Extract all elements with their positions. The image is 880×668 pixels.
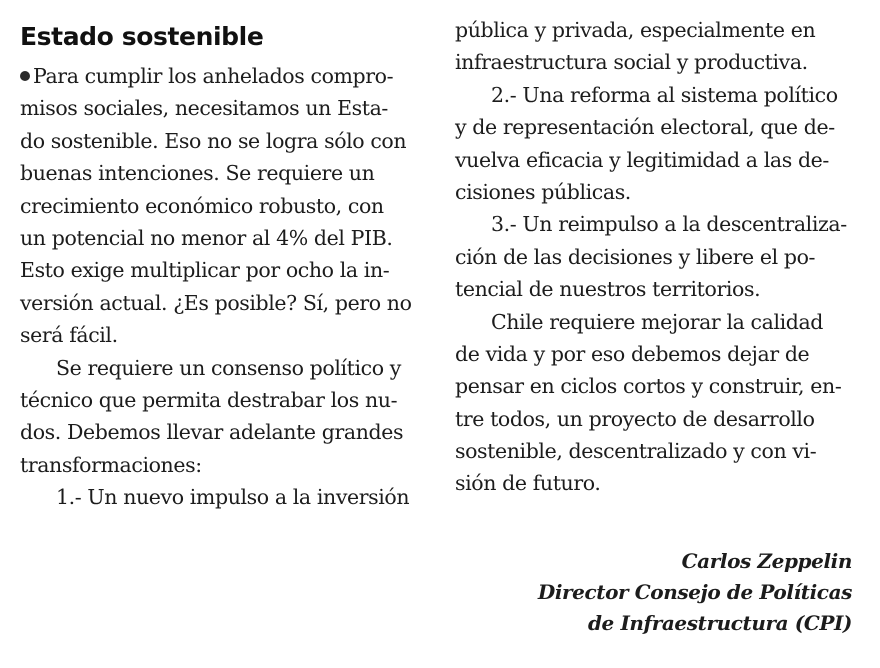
headline: Estado sostenible	[20, 22, 264, 51]
right-column-line-text: 3.- Un reimpulso a la descentraliza-	[491, 212, 847, 237]
left-column-line	[20, 222, 420, 254]
left-column-line-text: dos. Debemos llevar adelante grandes	[20, 420, 404, 445]
left-column-line	[20, 416, 420, 448]
right-column-line-text: pública y privada, especialmente en	[455, 18, 816, 42]
left-column-line	[20, 157, 420, 189]
left-column-text	[20, 60, 420, 513]
left-column-line	[20, 449, 420, 481]
left-column-line-text: buenas intenciones. Se requiere un	[20, 161, 375, 186]
right-column-line-text: de vida y por eso debemos dejar de	[455, 341, 810, 366]
left-column-line-text: Esto exige multiplicar por ocho la in-	[20, 258, 390, 283]
right-column-line-text: vuelva eficacia y legitimidad a las de-	[455, 147, 829, 172]
right-column-text	[455, 14, 857, 500]
right-column-line-text: tencial de nuestros territorios.	[455, 277, 761, 302]
right-column-line-text: tre todos, un proyecto de desarrollo	[455, 406, 815, 431]
left-column-line-text: Para cumplir los anhelados compro-	[33, 64, 394, 88]
left-column-line	[20, 319, 420, 351]
left-column-line-text: transformaciones:	[20, 452, 202, 477]
right-column-line-text: sostenible, descentralizado y con vi-	[455, 439, 817, 464]
right-column-line	[455, 144, 857, 176]
left-column-line	[20, 125, 420, 157]
left-column-line-text: será fácil.	[20, 323, 118, 348]
left-column-line	[20, 190, 420, 222]
left-column-line	[20, 254, 420, 286]
left-column-line-text: misos sociales, necesitamos un Esta-	[20, 96, 388, 121]
right-column	[455, 14, 857, 500]
author-title-line-1: Director Consejo de Políticas	[537, 580, 852, 604]
left-column-line-text: do sostenible. Eso no se logra sólo con	[20, 128, 407, 153]
left-column-line	[20, 92, 420, 124]
left-column-line-text: crecimiento económico robusto, con	[20, 193, 384, 218]
author-title-line-2: de Infraestructura (CPI)	[587, 611, 852, 635]
bullet-icon	[20, 71, 30, 81]
right-column-line-text: sión de futuro.	[455, 471, 601, 496]
right-column-line	[455, 208, 857, 240]
right-column-line-text: y de representación electoral, que de-	[455, 115, 835, 140]
right-column-line	[455, 14, 857, 46]
right-column-line	[455, 338, 857, 370]
right-column-line-text: infraestructura social y productiva.	[455, 50, 808, 75]
right-column-line-text: cisiones públicas.	[455, 179, 631, 204]
right-column-line-text: ción de las decisiones y libere el po-	[455, 244, 816, 269]
left-column-line	[20, 352, 420, 384]
signature	[538, 546, 852, 639]
left-column-line	[20, 384, 420, 416]
left-column-line	[20, 287, 420, 319]
left-column-line-text: 1.- Un nuevo impulso a la inversión	[56, 485, 410, 510]
left-column-line-text: Se requiere un consenso político y	[56, 355, 401, 380]
right-column-line	[455, 403, 857, 435]
author-name: Carlos Zeppelin	[681, 549, 852, 573]
left-column-line-text: versión actual. ¿Es posible? Sí, pero no	[20, 290, 412, 315]
right-column-line	[455, 370, 857, 402]
right-column-line	[455, 435, 857, 467]
right-column-line	[455, 241, 857, 273]
right-column-line-text: pensar en ciclos cortos y construir, en-	[455, 374, 842, 399]
right-column-line	[455, 273, 857, 305]
left-column-line-text: un potencial no menor al 4% del PIB.	[20, 225, 393, 250]
left-column-line	[20, 60, 420, 92]
right-column-line	[455, 111, 857, 143]
right-column-line	[455, 79, 857, 111]
right-column-line-text: 2.- Una reforma al sistema político	[491, 82, 838, 107]
right-column-line	[455, 467, 857, 499]
left-column	[20, 20, 420, 513]
right-column-line	[455, 176, 857, 208]
right-column-line	[455, 306, 857, 338]
right-column-line-text: Chile requiere mejorar la calidad	[491, 309, 824, 334]
right-column-line	[455, 46, 857, 78]
left-column-line-text: técnico que permita destrabar los nu-	[20, 387, 398, 412]
left-column-line	[20, 481, 420, 513]
